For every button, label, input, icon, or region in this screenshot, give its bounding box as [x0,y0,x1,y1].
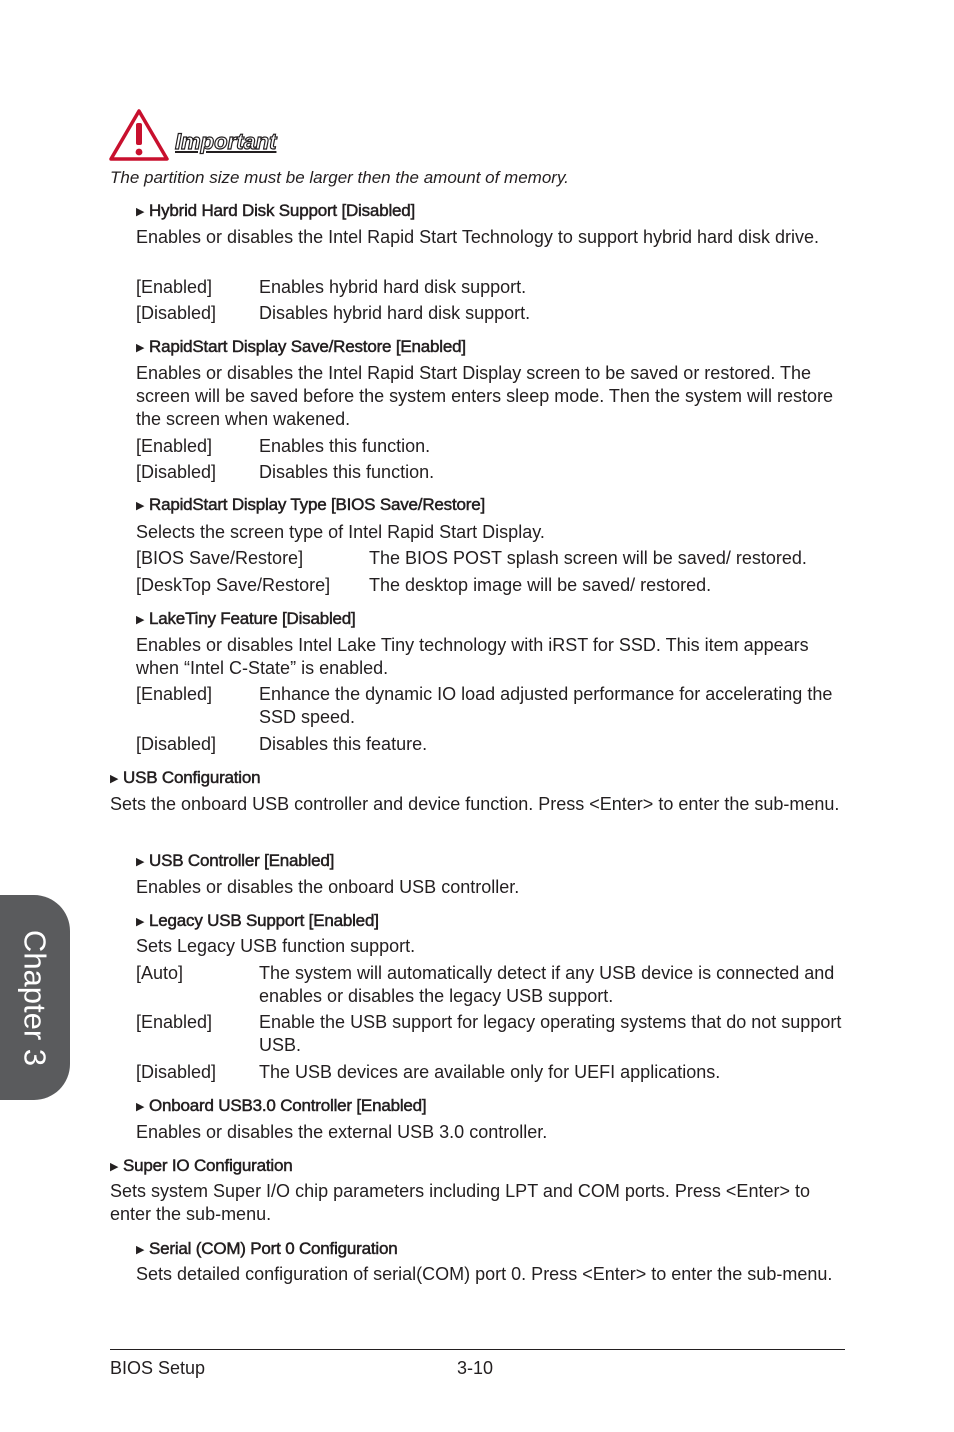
serial-desc: Sets detailed configuration of serial(COM) port 0. Press <Enter> to enter the sub-menu. [136,1264,833,1284]
triangle-bullet-icon: ▶ [136,342,145,354]
usb-config-desc: Sets the onboard USB controller and device function. Press <Enter> to enter the sub-menu. [110,794,840,814]
legacy-usb-desc: Sets Legacy USB function support. [136,936,416,956]
triangle-bullet-icon: ▶ [110,1161,119,1173]
triangle-bullet-icon: ▶ [136,916,145,928]
chapter-tab [0,895,70,1100]
display-save-desc: Enables or disables the Intel Rapid Start Display screen to be saved or restored. The screen will be saved before the system enters sleep mode. Then the system will restore the screen when wakened. [136,363,833,429]
serial-heading: ▶ Serial (COM) Port 0 Configuration [136,1238,398,1261]
usb-controller-heading: ▶ USB Controller [Enabled] [136,850,334,873]
legacy-usb-heading: ▶ Legacy USB Support [Enabled] [136,910,379,933]
important-note: The partition size must be larger then the amount of memory. [110,168,569,187]
laketiny-heading: ▶ LakeTiny Feature [Disabled] [136,608,356,631]
hybrid-heading: ▶ Hybrid Hard Disk Support [Disabled] [136,200,415,223]
triangle-bullet-icon: ▶ [136,1244,145,1256]
warning-icon [108,108,170,162]
triangle-bullet-icon: ▶ [136,614,145,626]
hybrid-desc: Enables or disables the Intel Rapid Start Technology to support hybrid hard disk drive. [136,227,820,247]
triangle-bullet-icon: ▶ [136,500,145,512]
chapter-label: Chapter 3 [17,929,53,1067]
triangle-bullet-icon: ▶ [136,206,145,218]
usb-config-heading: ▶ USB Configuration [110,767,260,790]
display-save-heading: ▶ RapidStart Display Save/Restore [Enabled] [136,336,466,359]
footer-divider [110,1349,845,1350]
triangle-bullet-icon: ▶ [110,773,119,785]
triangle-bullet-icon: ▶ [136,856,145,868]
important-title: Important [175,129,277,154]
display-type-heading: ▶ RapidStart Display Type [BIOS Save/Restore] [136,494,485,517]
display-type-desc: Selects the screen type of Intel Rapid Start Display. [136,522,545,542]
usb3-heading: ▶ Onboard USB3.0 Controller [Enabled] [136,1095,426,1118]
usb-controller-desc: Enables or disables the onboard USB controller. [136,877,520,897]
super-io-desc: Sets system Super I/O chip parameters including LPT and COM ports. Press <Enter> to enter the sub-menu. [110,1181,810,1224]
usb3-desc: Enables or disables the external USB 3.0 controller. [136,1122,548,1142]
triangle-bullet-icon: ▶ [136,1101,145,1113]
footer-section: BIOS Setup [110,1358,206,1378]
page-number: 3-10 [457,1358,494,1378]
laketiny-desc: Enables or disables Intel Lake Tiny technology with iRST for SSD. This item appears when “Intel C-State” is enabled. [136,635,809,678]
super-io-heading: ▶ Super IO Configuration [110,1155,292,1178]
